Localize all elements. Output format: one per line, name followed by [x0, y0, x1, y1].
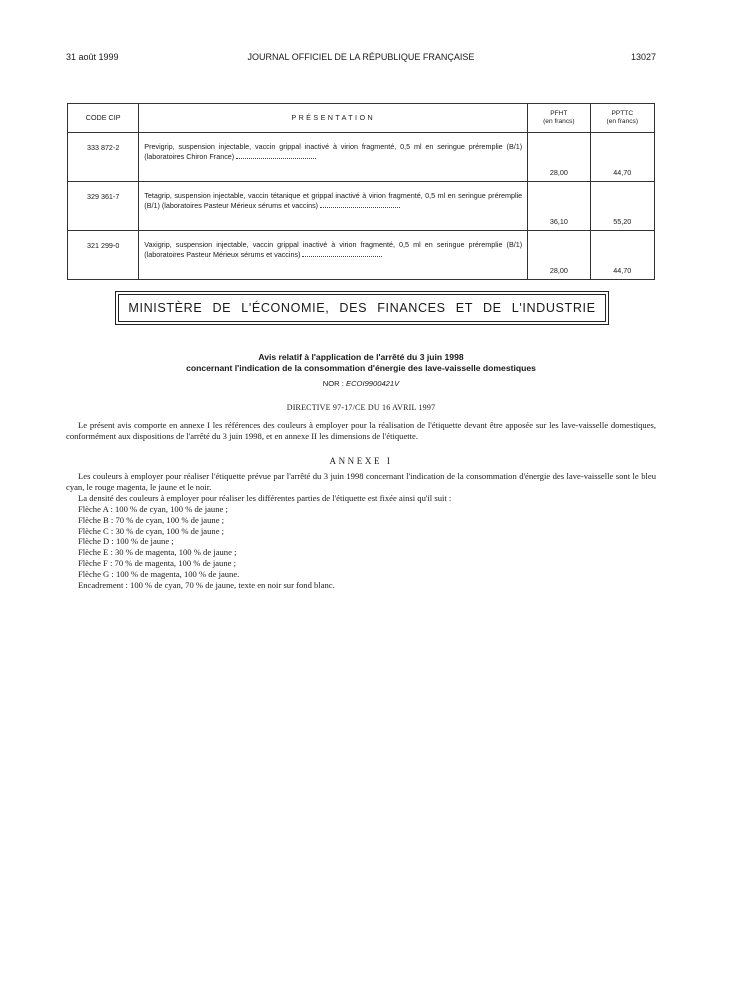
description-text: Tetagrip, suspension injectable, vaccin tétanique et grippal inactivé à virion fragmenté, 0,5 ml en seringue préremplie (B/1) (laboratoires Pasteur Mérieux sérums et vaccins) [144, 191, 523, 210]
color-spec-item: Flèche B : 70 % de cyan, 100 % de jaune ; [78, 514, 225, 525]
color-spec-item: Flèche A : 100 % de cyan, 100 % de jaune ; [78, 503, 228, 514]
annex-paragraph: La densité des couleurs à employer pour réaliser les différentes parties de l'étiquette est fixée ainsi qu'il suit : [78, 492, 452, 503]
nor-reference [66, 379, 656, 388]
cell-ppttc: 55,20 [590, 182, 654, 231]
table-row [68, 182, 655, 231]
notice-title [66, 352, 656, 373]
column-header-ppttc [590, 104, 654, 133]
color-spec-item: Encadrement : 100 % de cyan, 70 % de jaune, texte en noir sur fond blanc. [78, 580, 335, 591]
cell-description [139, 133, 528, 182]
header-journal-title: JOURNAL OFFICIEL DE LA RÉPUBLIQUE FRANÇAISE [247, 52, 475, 62]
directive-reference: DIRECTIVE 97-17/CE DU 16 AVRIL 1997 [286, 403, 436, 412]
description-text: Previgrip, suspension injectable, vaccin grippal inactivé à virion fragmenté, 0,5 ml en seringue préremplie (B/1) (laboratoires Chiron France) [144, 142, 523, 161]
cell-pfht: 28,00 [528, 231, 590, 280]
nor-label: NOR : [322, 379, 346, 388]
annex-title: ANNEXE I [329, 456, 393, 466]
description-text: Vaxigrip, suspension injectable, vaccin grippal inactivé à virion fragmenté, 0,5 ml en seringue préremplie (B/1) (laboratoires Pasteur Mérieux sérums et vaccins) [144, 240, 523, 259]
color-spec-item: Flèche D : 100 % de jaune ; [78, 536, 174, 547]
table-header-row [68, 104, 655, 133]
color-spec-item: Flèche G : 100 % de magenta, 100 % de jaune. [78, 569, 240, 580]
cell-code: 329 361-7 [68, 182, 139, 231]
header-page-number: 13027 [630, 52, 656, 62]
pfht-header-line2: (en francs) [543, 118, 575, 125]
notice-title-line2: concernant l'indication de la consommation d'énergie des lave-vaisselle domestiques [186, 362, 536, 373]
column-header-presentation: PRÉSENTATION [139, 104, 528, 133]
annex-body [66, 471, 656, 591]
table-row [68, 133, 655, 182]
ministry-heading [118, 294, 606, 322]
cell-pfht: 36,10 [528, 182, 590, 231]
column-header-pfht [528, 104, 590, 133]
dot-leader [320, 201, 400, 208]
running-header [66, 52, 656, 66]
pfht-header-line1: PFHT [550, 110, 568, 117]
ppttc-header-line2: (en francs) [606, 118, 639, 125]
dot-leader [302, 250, 382, 257]
table-row [68, 231, 655, 280]
cell-ppttc: 44,70 [590, 133, 654, 182]
color-spec-item: Flèche F : 70 % de magenta, 100 % de jaune ; [78, 558, 236, 569]
dot-leader [236, 152, 316, 159]
intro-paragraph: Le présent avis comporte en annexe I les références des couleurs à employer pour la réalisation de l'étiquette devant être apposée sur les lave-vaisselle domestiques, conformément aux dispositions de l'arrêté du 3 juin 1998, et en annexe II les dimensions de l'étiquette. [66, 420, 656, 441]
cell-description [139, 182, 528, 231]
vaccine-price-table [67, 103, 655, 280]
cell-pfht: 28,00 [528, 133, 590, 182]
annex-paragraph: Les couleurs à employer pour réaliser l'étiquette prévue par l'arrêté du 3 juin 1998 concernant l'indication de la consommation d'énergie des lave-vaisselle sont le bleu cyan, le rouge magenta, le jaune et le noir. [66, 471, 656, 492]
ministry-name: MINISTÈRE DE L'ÉCONOMIE, DES FINANCES ET DE L'INDUSTRIE [128, 301, 596, 315]
cell-ppttc: 44,70 [590, 231, 654, 280]
color-spec-item: Flèche E : 30 % de magenta, 100 % de jaune ; [78, 547, 237, 558]
color-spec-item: Flèche C : 30 % de cyan, 100 % de jaune ; [78, 525, 225, 536]
cell-description [139, 231, 528, 280]
column-header-code: CODE CIP [68, 104, 139, 133]
notice-title-line1: Avis relatif à l'application de l'arrêté du 3 juin 1998 [258, 352, 464, 362]
nor-code: ECOI9900421V [346, 379, 400, 388]
cell-code: 321 299-0 [68, 231, 139, 280]
ppttc-header-line1: PPTTC [611, 110, 634, 117]
cell-code: 333 872-2 [68, 133, 139, 182]
header-date: 31 août 1999 [66, 52, 119, 62]
